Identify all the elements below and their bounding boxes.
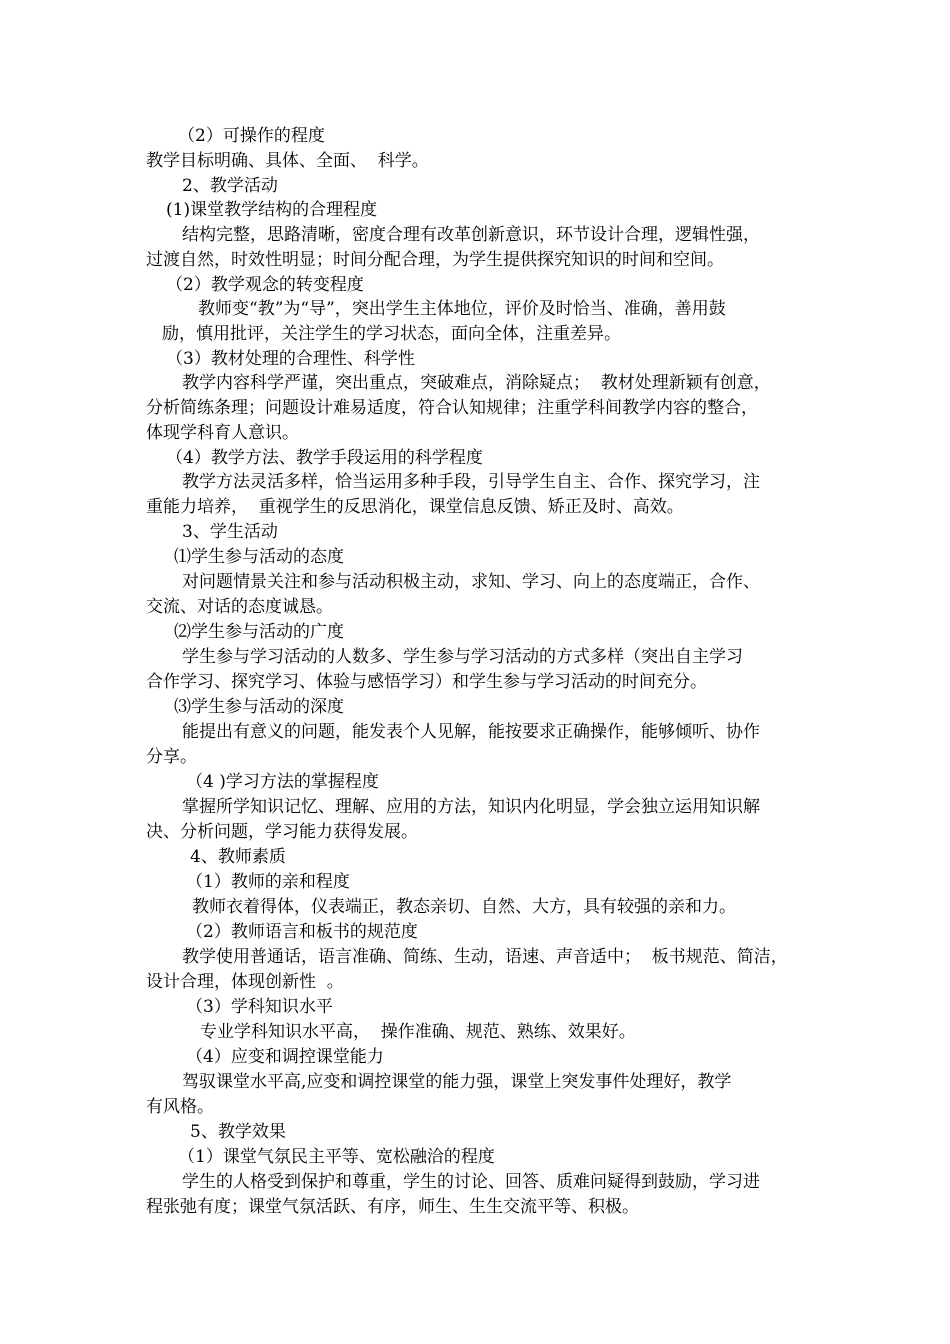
paragraph-line: 结构完整，思路清晰，密度合理有改革创新意识，环节设计合理，逻辑性强， <box>182 225 760 245</box>
subheading: （4）应变和调控课堂能力 <box>186 1047 384 1067</box>
paragraph-line: 能提出有意义的问题，能发表个人见解，能按要求正确操作，能够倾听、协作 <box>182 722 760 742</box>
subheading-operability: （2）可操作的程度 <box>178 126 325 146</box>
paragraph-line: 决、分析问题，学习能力获得发展。 <box>146 822 418 842</box>
subheading: （4）教学方法、教学手段运用的科学程度 <box>166 448 483 468</box>
paragraph-line: 掌握所学知识记忆、理解、应用的方法，知识内化明显，学会独立运用知识解 <box>182 797 760 817</box>
paragraph-line: 对问题情景关注和参与活动积极主动，求知、学习、向上的态度端正，合作、 <box>182 572 760 592</box>
subheading: ⑴学生参与活动的态度 <box>174 547 344 567</box>
subheading: （3）学科知识水平 <box>186 997 333 1017</box>
paragraph-line: 交流、对话的态度诚恳。 <box>146 597 333 617</box>
paragraph-line: 分析简练条理；问题设计难易适度，符合认知规律；注重学科间教学内容的整合， <box>146 398 758 418</box>
paragraph-line: 设计合理，体现创新性 。 <box>146 972 344 992</box>
subheading: （2）教师语言和板书的规范度 <box>186 922 418 942</box>
paragraph-line: 教学使用普通话，语言准确、简练、生动，语速、声音适中； 板书规范、简洁， <box>182 947 788 967</box>
subheading: （1）课堂气氛民主平等、宽松融洽的程度 <box>178 1147 495 1167</box>
paragraph-line: 励，慎用批评，关注学生的学习状态，面向全体，注重差异。 <box>162 324 621 344</box>
subheading: ⑶学生参与活动的深度 <box>174 697 344 717</box>
section-heading-student-activity: 3、学生活动 <box>182 522 278 542</box>
subheading: ⑵学生参与活动的广度 <box>174 622 344 642</box>
paragraph-line: 驾驭课堂水平高,应变和调控课堂的能力强，课堂上突发事件处理好，教学 <box>182 1072 732 1092</box>
subheading: （1）教师的亲和程度 <box>186 872 350 892</box>
paragraph-line: 程张弛有度；课堂气氛活跃、有序，师生、生生交流平等、积极。 <box>146 1197 639 1217</box>
subheading: （3）教材处理的合理性、科学性 <box>166 349 415 369</box>
paragraph-line: 教学内容科学严谨，突出重点，突破难点，消除疑点； 教材处理新颖有创意， <box>182 373 771 393</box>
subheading: (1)课堂教学结构的合理程度 <box>166 200 378 220</box>
paragraph-line: 专业学科知识水平高， 操作准确、规范、熟练、效果好。 <box>200 1022 636 1042</box>
paragraph-line: 教学方法灵活多样，恰当运用多种手段，引导学生自主、合作、探究学习，注 <box>182 472 760 492</box>
paragraph-line: 学生参与学习活动的人数多、学生参与学习活动的方式多样（突出自主学习 <box>182 647 743 667</box>
paragraph-line: 教学目标明确、具体、全面、 科学。 <box>146 151 429 171</box>
paragraph-line: 有风格。 <box>146 1097 214 1117</box>
section-heading-teacher-quality: 4、教师素质 <box>190 847 286 867</box>
paragraph-line: 合作学习、探究学习、体验与感悟学习）和学生参与学习活动的时间充分。 <box>146 672 707 692</box>
section-heading-teaching-activity: 2、教学活动 <box>182 176 278 196</box>
section-heading-teaching-effect: 5、教学效果 <box>190 1122 286 1142</box>
paragraph-line: 教师变“教”为“导”，突出学生主体地位，评价及时恰当、准确，善用鼓 <box>198 299 726 319</box>
paragraph-line: 学生的人格受到保护和尊重，学生的讨论、回答、质难问疑得到鼓励，学习进 <box>182 1172 760 1192</box>
paragraph-line: 分享。 <box>146 747 197 767</box>
paragraph-line: 教师衣着得体，仪表端正，教态亲切、自然、大方，具有较强的亲和力。 <box>192 897 736 917</box>
paragraph-line: 重能力培养， 重视学生的反思消化，课堂信息反馈、矫正及时、高效。 <box>146 497 684 517</box>
subheading: （2）教学观念的转变程度 <box>166 275 364 295</box>
subheading: （4 )学习方法的掌握程度 <box>186 772 379 792</box>
paragraph-line: 过渡自然，时效性明显；时间分配合理，为学生提供探究知识的时间和空间。 <box>146 250 724 270</box>
paragraph-line: 体现学科育人意识。 <box>146 423 299 443</box>
